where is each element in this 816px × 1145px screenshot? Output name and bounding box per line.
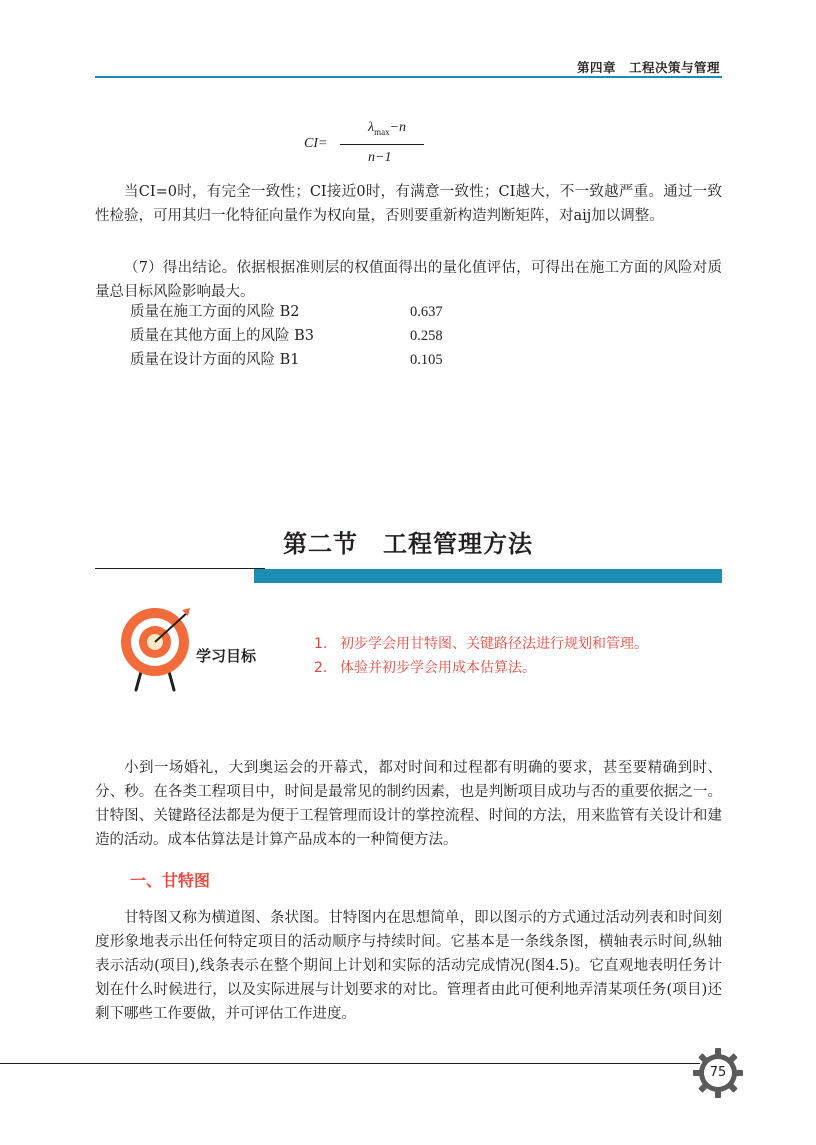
formula-lhs: CI= — [304, 136, 328, 151]
score-value: 0.105 — [410, 352, 443, 368]
paragraph-consistency — [95, 180, 722, 228]
lambda-symbol: λ — [368, 120, 375, 135]
numerator-rest: −n — [389, 120, 407, 135]
objective-item — [314, 632, 648, 656]
objective-text: 体验并初步学会用成本估算法。 — [340, 660, 536, 676]
objective-text: 初步学会用甘特图、关键路径法进行规划和管理。 — [340, 636, 648, 652]
title-thin-rule — [95, 568, 265, 569]
intro-paragraph — [95, 756, 722, 852]
objective-item — [314, 656, 648, 680]
subsection-heading: 一、甘特图 — [130, 871, 211, 890]
fraction-bar — [340, 144, 424, 145]
target-icon — [118, 604, 208, 694]
objective-number: 2. — [314, 660, 328, 676]
intro-text: 小到一场婚礼，大到奥运会的开幕式，都对时间和过程都有明确的要求，甚至要精确到时、分、秒。在各类工程项目中，时间是最常见的制约因素，也是判断项目成功与否的重要依据之一。甘特图、关键路径法都是为便于工程管理而设计的掌控流程、时间的方法，用来监管有关设计和建造的活动。成本估算法是计算产品成本的一种简便方法。 — [95, 760, 722, 848]
formula-denominator: n−1 — [368, 150, 392, 165]
lambda-subscript: max — [374, 126, 390, 137]
objectives-label: 学习目标 — [196, 647, 257, 665]
objective-number: 1. — [314, 636, 328, 652]
formula-numerator — [368, 120, 406, 137]
paragraph-consistency-text: 当CI=0时，有完全一致性；CI接近0时，有满意一致性；CI越大，不一致越严重。通过一致性检验，可用其归一化特征向量作为权向量，否则要重新构造判断矩阵，对aij加以调整。 — [95, 184, 722, 224]
ci-formula — [300, 120, 440, 180]
score-label: 质量在设计方面的风险 B1 — [130, 352, 300, 368]
page-number: 75 — [709, 1065, 727, 1080]
objectives-list — [314, 632, 648, 680]
gantt-text: 甘特图又称为横道图、条状图。甘特图内在思想简单，即以图示的方式通过活动列表和时间刻度形象地表示出任何特定项目的活动顺序与持续时间。它基本是一条线条图，横轴表示时间,纵轴表示活动(项目),线条表示在整个期间上计划和实际的活动完成情况(图4.5)。它直观地表明任务计划在什么时候进行，以及实际进展与计划要求的对比。管理者由此可便利地弄清某项任务(项目)还剩下哪些工作要做，并可评估工作进度。 — [95, 910, 722, 1022]
score-value: 0.637 — [410, 304, 443, 320]
paragraph-conclusion-text: （7）得出结论。依据根据准则层的权值面得出的量化值评估，可得出在施工方面的风险对质量总目标风险影响最大。 — [95, 260, 722, 300]
header-rule — [95, 76, 722, 78]
footer-rule — [0, 1063, 700, 1064]
gantt-paragraph — [95, 906, 722, 1026]
score-label: 质量在其他方面上的风险 B3 — [130, 328, 314, 344]
score-label: 质量在施工方面的风险 B2 — [130, 304, 300, 320]
title-accent-bar — [254, 569, 722, 583]
paragraph-conclusion — [95, 256, 722, 304]
section-title: 第二节 工程管理方法 — [283, 530, 533, 558]
chapter-header: 第四章 工程决策与管理 — [576, 60, 720, 75]
score-value: 0.258 — [410, 328, 443, 344]
